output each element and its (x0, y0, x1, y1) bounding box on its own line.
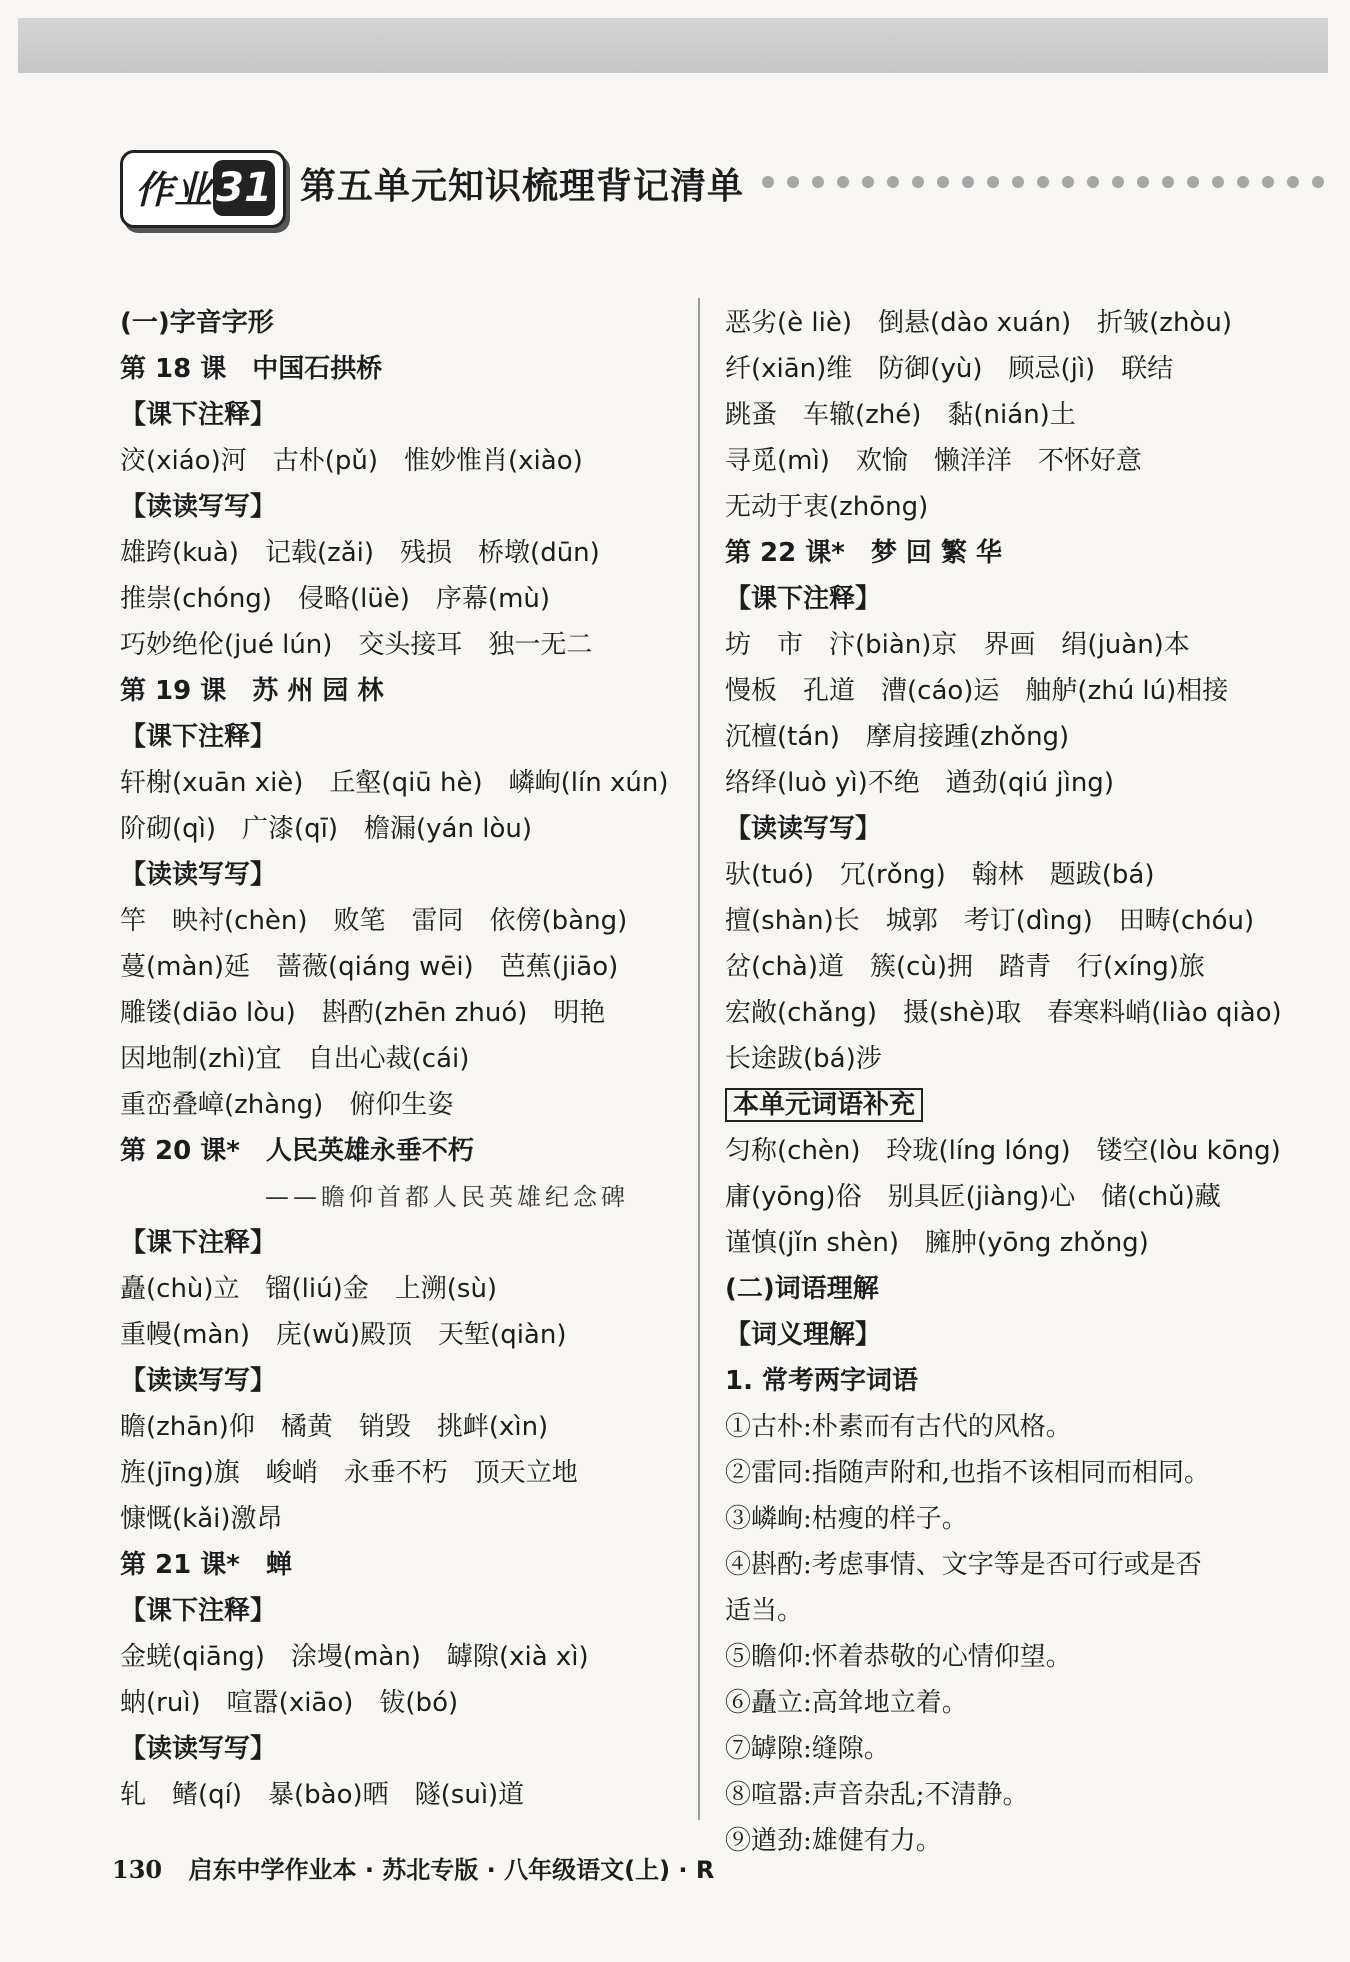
dot (1212, 176, 1224, 188)
right-column-line: 沉檀(tán) 摩肩接踵(zhǒng) (725, 722, 1070, 752)
left-column-line: 【课下注释】 (120, 1596, 277, 1626)
right-column-line: ⑦罅隙:缝隙。 (725, 1734, 890, 1764)
dot (1287, 176, 1299, 188)
left-column-line: 【课下注释】 (120, 1228, 277, 1258)
left-column-line: (一)字音字形 (120, 308, 274, 338)
right-column-line: ⑤瞻仰:怀着恭敬的心情仰望。 (725, 1642, 1072, 1672)
page-title: 第五单元知识梳理背记清单 (300, 166, 745, 207)
dot (887, 176, 899, 188)
left-column-line: 第 18 课 中国石拱桥 (120, 354, 383, 384)
dot (1187, 176, 1199, 188)
right-column-line: 【读读写写】 (725, 814, 882, 844)
dot (812, 176, 824, 188)
right-column-line: 1. 常考两字词语 (725, 1366, 919, 1396)
left-column-line: 蚋(ruì) 喧嚣(xiāo) 钹(bó) (120, 1688, 459, 1718)
dot (1062, 176, 1074, 188)
left-column-line: 【课下注释】 (120, 722, 277, 752)
right-column-line: 寻觅(mì) 欢愉 懒洋洋 不怀好意 (725, 446, 1142, 476)
dot (1112, 176, 1124, 188)
dot (912, 176, 924, 188)
right-column-line: 宏敞(chǎng) 摄(shè)取 春寒料峭(liào qiào) (725, 998, 1282, 1028)
right-column-line: 无动于衷(zhōng) (725, 492, 929, 522)
dot (762, 176, 774, 188)
left-column-line: 重幔(màn) 庑(wǔ)殿顶 天堑(qiàn) (120, 1320, 567, 1350)
left-column-line: 第 20 课* 人民英雄永垂不朽 (120, 1136, 474, 1166)
decorative-dots (762, 176, 1337, 188)
left-column-line: 慷慨(kǎi)激昂 (120, 1504, 283, 1534)
top-scan-band (18, 18, 1328, 73)
left-column-line: 巧妙绝伦(jué lún) 交头接耳 独一无二 (120, 630, 593, 660)
assignment-badge (120, 150, 286, 228)
left-column-line: 雄跨(kuà) 记载(zǎi) 残损 桥墩(dūn) (120, 538, 600, 568)
left-column-line: 洨(xiáo)河 古朴(pǔ) 惟妙惟肖(xiào) (120, 446, 583, 476)
left-column-line: 第 19 课 苏 州 园 林 (120, 676, 384, 706)
left-column-line: 重峦叠嶂(zhàng) 俯仰生姿 (120, 1090, 454, 1120)
page-footer (112, 1850, 714, 1885)
book-title: 启东中学作业本 · 苏北专版 · 八年级语文(上) · R (188, 1856, 715, 1884)
left-column-line: 蔓(màn)延 蔷薇(qiáng wēi) 芭蕉(jiāo) (120, 952, 619, 982)
right-column-line: 长途跋(bá)涉 (725, 1044, 882, 1074)
left-column-line: 瞻(zhān)仰 橘黄 销毁 挑衅(xìn) (120, 1412, 549, 1442)
left-column-line: 【课下注释】 (120, 400, 277, 430)
right-column-line: 第 22 课* 梦 回 繁 华 (725, 538, 1003, 568)
right-column-line: ④斟酌:考虑事情、文字等是否可行或是否 (725, 1550, 1202, 1580)
dot (987, 176, 999, 188)
right-column-line: ⑨遒劲:雄健有力。 (725, 1826, 942, 1856)
left-column-line: 第 21 课* 蝉 (120, 1550, 292, 1580)
right-column-line: 络绎(luò yì)不绝 遒劲(qiú jìng) (725, 768, 1114, 798)
right-column-line: 匀称(chèn) 玲珑(líng lóng) 镂空(lòu kōng) (725, 1136, 1281, 1166)
right-column-line: 适当。 (725, 1596, 804, 1626)
left-column-line: 矗(chù)立 镏(liú)金 上溯(sù) (120, 1274, 498, 1304)
left-column-line: 【读读写写】 (120, 860, 277, 890)
dot (1087, 176, 1099, 188)
left-column-line: 轩榭(xuān xiè) 丘壑(qiū hè) 嶙峋(lín xún) (120, 768, 669, 798)
dot (787, 176, 799, 188)
badge-number: 31 (213, 160, 275, 216)
right-column (725, 300, 1285, 1864)
badge-word: 作业 (135, 167, 214, 212)
right-column-line: 跳蚤 车辙(zhé) 黏(nián)土 (725, 400, 1076, 430)
right-column-line: 纤(xiān)维 防御(yù) 顾忌(jì) 联结 (725, 354, 1174, 384)
right-column-line: 坊 市 汴(biàn)京 界画 绢(juàn)本 (725, 630, 1190, 660)
left-column (120, 300, 680, 1818)
right-column-line: 庸(yōng)俗 别具匠(jiàng)心 储(chǔ)藏 (725, 1182, 1221, 1212)
dot (937, 176, 949, 188)
left-column-line: 旌(jīng)旗 峻峭 永垂不朽 顶天立地 (120, 1458, 578, 1488)
left-column-line: 雕镂(diāo lòu) 斟酌(zhēn zhuó) 明艳 (120, 998, 606, 1028)
right-column-line: ①古朴:朴素而有古代的风格。 (725, 1412, 1072, 1442)
dot (1262, 176, 1274, 188)
left-column-line: 轧 鳍(qí) 暴(bào)晒 隧(suì)道 (120, 1780, 525, 1810)
dot (1037, 176, 1049, 188)
left-column-line: 推崇(chóng) 侵略(lüè) 序幕(mù) (120, 584, 551, 614)
right-column-line: ③嶙峋:枯瘦的样子。 (725, 1504, 968, 1534)
left-column-line: 【读读写写】 (120, 1366, 277, 1396)
dot (1012, 176, 1024, 188)
right-column-line (725, 1082, 1285, 1128)
dot (1312, 176, 1324, 188)
section-box-label: 本单元词语补充 (725, 1088, 923, 1122)
right-column-line: ⑧喧嚣:声音杂乱;不清静。 (725, 1780, 1029, 1810)
dot (1237, 176, 1249, 188)
dot (1137, 176, 1149, 188)
dot (862, 176, 874, 188)
left-column-line: 【读读写写】 (120, 1734, 277, 1764)
left-column-line: 阶砌(qì) 广漆(qī) 檐漏(yán lòu) (120, 814, 532, 844)
right-column-line: 擅(shàn)长 城郭 考订(dìng) 田畴(chóu) (725, 906, 1255, 936)
column-divider (698, 298, 700, 1820)
dot (837, 176, 849, 188)
right-column-line: 【课下注释】 (725, 584, 882, 614)
left-column-line: 金蜣(qiāng) 涂墁(màn) 罅隙(xià xì) (120, 1642, 589, 1672)
dot (1162, 176, 1174, 188)
left-column-line: 因地制(zhì)宜 自出心裁(cái) (120, 1044, 470, 1074)
dot (962, 176, 974, 188)
right-column-line: 慢板 孔道 漕(cáo)运 舳舻(zhú lú)相接 (725, 676, 1229, 706)
right-column-line: ②雷同:指随声附和,也指不该相同而相同。 (725, 1458, 1211, 1488)
right-column-line: 驮(tuó) 冗(rǒng) 翰林 题跋(bá) (725, 860, 1155, 890)
right-column-line: 谨慎(jǐn shèn) 臃肿(yōng zhǒng) (725, 1228, 1149, 1258)
page-number: 130 (112, 1855, 163, 1884)
right-column-line: (二)词语理解 (725, 1274, 879, 1304)
left-column-line: ——瞻仰首都人民英雄纪念碑 (265, 1183, 629, 1211)
left-column-line: 【读读写写】 (120, 492, 277, 522)
left-column-line: 竿 映衬(chèn) 败笔 雷同 依傍(bàng) (120, 906, 628, 936)
right-column-line: ⑥矗立:高耸地立着。 (725, 1688, 968, 1718)
right-column-line: 【词义理解】 (725, 1320, 882, 1350)
right-column-line: 恶劣(è liè) 倒悬(dào xuán) 折皱(zhòu) (725, 308, 1232, 338)
right-column-line: 岔(chà)道 簇(cù)拥 踏青 行(xíng)旅 (725, 952, 1205, 982)
